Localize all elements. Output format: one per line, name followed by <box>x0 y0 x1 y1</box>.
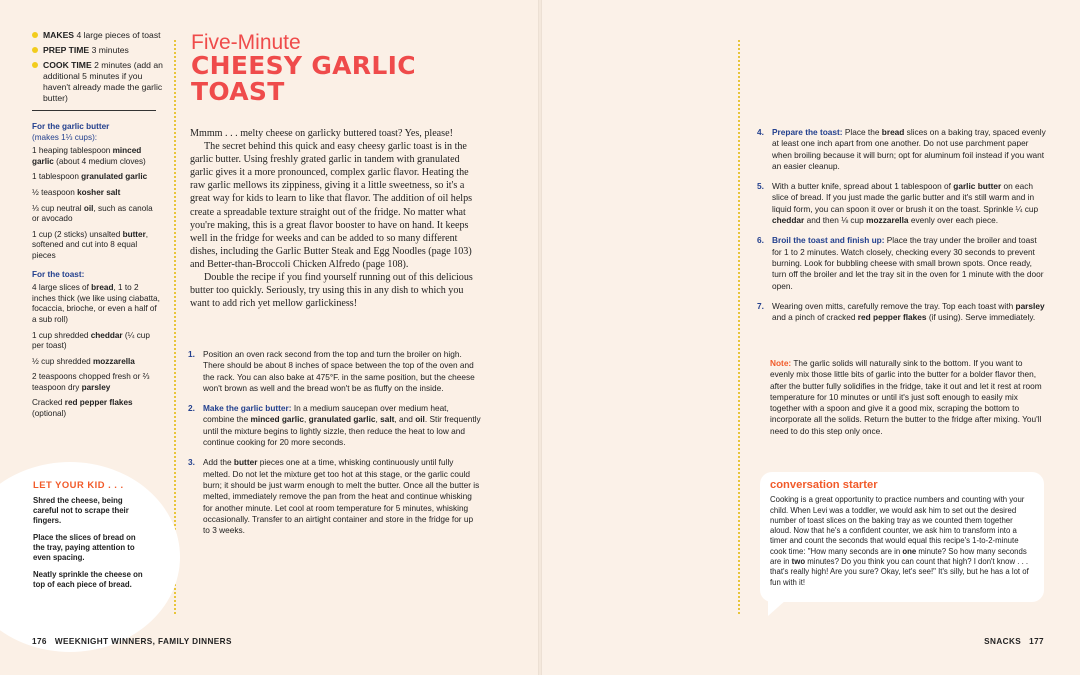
recipe-title-line1: Five-Minute <box>191 31 301 54</box>
book-gutter <box>538 0 542 675</box>
ingredient-text: , softened and cut into 8 equal pieces <box>32 229 149 260</box>
note <box>770 358 1046 437</box>
kid-task: Neatly sprinkle the cheese on top of each piece of bread. <box>33 570 143 589</box>
convo-segment: minute? So how many seconds are in <box>770 546 1027 567</box>
ingredient-text: 4 large slices of <box>32 283 92 293</box>
footer-right <box>984 637 1044 646</box>
step-segment: Position an oven rack second from the top and turn the broiler on high. There should be about 8 inches of space between the top of the oven and the rack. You can also bake at 475°F. in the same position, but the cheese won't brown as well and the bread won't be as fluffy on the inside. <box>203 349 475 393</box>
step-segment: , and <box>394 414 416 425</box>
ingredient-item <box>32 398 160 419</box>
ingredient-text: ⅓ cup neutral <box>32 203 84 213</box>
step-ingredient: bread <box>881 127 905 137</box>
bullet-dot-icon <box>32 47 38 53</box>
step-segment: . Stir frequently until the mixture begins to lightly sizzle, then reduce the heat to low and continue cooking for 20 more seconds. <box>203 414 481 448</box>
step-segment: slices on a baking tray, spaced evenly at least one inch apart from one another. Do not use parchment paper when broiling because it will burn; opt for aluminum foil instead if you want an easier cleanup. <box>772 127 1046 171</box>
ingredient-text: Cracked <box>32 398 65 408</box>
ingredient-item <box>32 146 160 167</box>
convo-segment: minutes? Do you think you can count that high? I don't know . . . that's really high! Are you sure? Okay, let's see!" It's silly, but he has a lot of fun with it! <box>770 557 1029 587</box>
let-your-kid-box <box>33 480 145 597</box>
step-lead: Broil the toast and finish up: <box>772 235 885 246</box>
meta-value: 4 large pieces of toast <box>76 30 161 40</box>
ingredient-item <box>32 188 160 199</box>
ingredient-text: , such as canola or avocado <box>32 203 153 224</box>
step-ingredient: oil <box>415 414 425 425</box>
step-ingredient: mozzarella <box>866 215 909 226</box>
ingredient-name: red pepper flakes <box>64 398 133 408</box>
note-label: Note: <box>770 358 792 368</box>
kid-task-list <box>33 496 145 590</box>
step-segment: and a pinch of cracked <box>772 312 858 323</box>
ingredient-text: ½ teaspoon <box>32 187 78 197</box>
recipe-title-line2: CHEESY GARLIC TOAST <box>191 51 416 106</box>
step-ingredient: parsley <box>1015 300 1045 311</box>
method-step <box>757 235 1047 291</box>
ingredient-text: 1 cup shredded <box>32 330 91 340</box>
step-text <box>203 403 482 448</box>
method-step <box>188 403 482 448</box>
step-segment: evenly over each piece. <box>908 215 999 226</box>
section-name-left: WEEKNIGHT WINNERS, FAMILY DINNERS <box>54 637 232 646</box>
ingredient-name: butter <box>122 229 146 239</box>
page-number-right: 177 <box>1029 637 1044 646</box>
ingredient-item <box>32 204 160 225</box>
butter-heading: For the garlic butter <box>32 122 110 131</box>
note-text: The garlic solids will naturally sink to the bottom. If you want to evenly mix those little bits of garlic into the butter for a bolder flavor then, after the butter fully solidifies in the fridge, take it out and let it rest at room temperature for 10 minutes or until it's just soft enough to easily mix together with a spoon and give it a good mix, scraping the bottom to incorporate all the solids. Return the butter to the fridge after mixing. You'll need to do this step only once. <box>770 358 1042 436</box>
ingredient-item <box>32 230 160 262</box>
ingredient-text: (¼ cup per toast) <box>32 330 150 351</box>
step-segment: on each slice of bread. If you just made the garlic butter and it's still warm and in liquid form, you can spoon it over or brush it on the toast. Sprinkle ¼ cup <box>772 181 1039 214</box>
bullet-dot-icon <box>32 32 38 38</box>
method-step <box>757 127 1047 172</box>
step-ingredient: red pepper flakes <box>857 312 927 323</box>
step-number: 2. <box>188 403 195 414</box>
kid-title: LET YOUR KID . . . <box>33 479 124 490</box>
ingredient-name: oil <box>83 203 94 213</box>
meta-row <box>32 45 167 56</box>
conversation-starter-box <box>760 472 1044 602</box>
step-ingredient: cheddar <box>772 215 805 226</box>
steps-left <box>188 349 482 545</box>
page-number-left: 176 <box>32 637 47 646</box>
step-ingredient: minced garlic <box>250 414 305 425</box>
method-step <box>757 181 1047 226</box>
step-text <box>772 181 1047 226</box>
meta-label: PREP TIME <box>43 45 90 55</box>
convo-emphasis: two <box>791 557 806 567</box>
step-number: 1. <box>188 349 195 359</box>
ingredient-text: (optional) <box>32 409 67 419</box>
step-number: 7. <box>757 300 764 311</box>
convo-segment: Cooking is a great opportunity to practice numbers and counting with your child. When Levi was a toddler, we would ask him to set out the desired number of toast slices on the baking tray as we counted them together aloud. Now that he's a confident counter, we ask him to transform into a timer and count the seconds that would equal this recipe's 1-to-2-minute cook time: "How many seconds are in <box>770 495 1025 556</box>
ingredients <box>32 122 160 425</box>
step-number: 4. <box>757 127 764 137</box>
steps-right <box>757 127 1047 332</box>
ingredient-item <box>32 172 160 183</box>
toast-heading: For the toast: <box>32 269 85 279</box>
step-segment: (if using). Serve immediately. <box>926 312 1036 323</box>
step-text <box>772 301 1047 324</box>
butter-ingredient-list <box>32 146 160 261</box>
ingredient-name: parsley <box>81 382 111 392</box>
ingredient-item <box>32 331 160 352</box>
method-step <box>188 349 482 394</box>
ingredient-text: 1 cup (2 sticks) unsalted <box>32 229 123 239</box>
intro-paragraph: Double the recipe if you find yourself running out of this delicious butter too quickly. Seriously, try using this in any dish to which you want to add rich yet mellow garlickiness! <box>190 272 473 310</box>
meta-value: 2 minutes (add an additional 5 minutes if you haven't already made the garlic butter) <box>43 60 163 103</box>
ingredient-item <box>32 357 160 368</box>
step-segment: Place the tray under the broiler and toast for 1 to 2 minutes. Watch closely, checking every 30 seconds to prevent burning. Look for bubbling cheese with small brown spots. Once ready, turn off the broiler and let the tray sit in the oven for 1 minute with the door open. <box>772 235 1044 291</box>
kid-task: Place the slices of bread on the tray, paying attention to even spacing. <box>33 533 136 562</box>
kid-task: Shred the cheese, being careful not to scrape their fingers. <box>33 496 129 525</box>
step-text <box>772 235 1047 291</box>
intro-paragraph: The secret behind this quick and easy cheesy garlic toast is in the garlic butter. Using freshly grated garlic in tandem with granulated garlic gives it a more pronounced, complex garlic flavor. Heating the raw garlic mellows its zippiness, giving it a little sweetness, so it's a great way for kids to learn to like that flavor. The addition of oil helps create a spreadable texture straight out of the fridge. No matter what you're making, this is a great flavor booster to have on hand. It keeps well in the fridge for weeks and can be added to so many different dishes, including the Garlic Butter Steak and Egg Noodles (page 103) and Better-than-Broccoli Chicken Alfredo (page 108). <box>190 141 473 270</box>
meta-label: COOK TIME <box>43 60 92 70</box>
step-lead: Make the garlic butter: <box>203 403 292 414</box>
section-name-right: SNACKS <box>984 637 1022 646</box>
ingredient-name: bread <box>91 283 114 293</box>
meta-row <box>32 60 167 104</box>
step-segment: pieces one at a time, whisking continuously until fully melted. Do not let the mixture get too hot at this stage, or the garlic could burn; it should be just warm enough to melt the butter. Once all the butter is melted, immediately remove the pan from the heat and continue whisking for another minute. Let cool at room temperature for 5 minutes, whisking occasionally. Transfer to an airtight container and store in the fridge for up to 3 weeks. <box>203 457 480 536</box>
meta-rule <box>32 110 156 111</box>
ingredient-name: kosher salt <box>77 187 121 197</box>
step-text <box>203 457 482 536</box>
ingredient-text: 1 heaping tablespoon <box>32 146 113 156</box>
intro-paragraph: Mmmm . . . melty cheese on garlicky buttered toast? Yes, please! <box>190 128 453 139</box>
step-segment: Wearing oven mitts, carefully remove the tray. Top each toast with <box>772 300 1016 311</box>
step-segment: and then ⅛ cup <box>804 215 867 226</box>
ingredient-text: (about 4 medium cloves) <box>53 156 146 166</box>
ingredient-item <box>32 372 160 393</box>
step-ingredient: butter <box>233 457 258 468</box>
step-lead: Prepare the toast: <box>772 127 843 137</box>
butter-subheading: (makes 1⅓ cups): <box>32 132 98 142</box>
step-ingredient: salt <box>380 414 395 425</box>
toast-ingredient-list <box>32 283 160 420</box>
ingredient-text: ½ cup shredded <box>32 356 93 366</box>
dotted-divider-right <box>738 40 740 614</box>
bullet-dot-icon <box>32 62 38 68</box>
step-segment: Place the <box>842 127 882 137</box>
step-segment: With a butter knife, spread about 1 tablespoon of <box>772 181 954 192</box>
meta-value: 3 minutes <box>91 45 129 55</box>
step-ingredient: granulated garlic <box>308 414 376 425</box>
ingredient-text: , 1 to 2 inches thick (we like using ciabatta, focaccia, brioche, or even a half of a sub roll) <box>32 283 160 324</box>
ingredient-name: minced garlic <box>32 146 142 166</box>
method-step <box>188 457 482 536</box>
step-ingredient: garlic butter <box>953 181 1002 192</box>
speech-bubble-tail <box>768 600 786 616</box>
conversation-title: conversation starter <box>770 479 878 491</box>
ingredient-name: mozzarella <box>93 356 135 366</box>
step-segment: , <box>304 414 309 425</box>
intro-text <box>190 127 482 310</box>
convo-emphasis: one <box>902 546 917 556</box>
step-number: 6. <box>757 235 764 246</box>
recipe-meta <box>32 30 167 108</box>
ingredient-item <box>32 283 160 325</box>
footer-left <box>32 637 232 646</box>
meta-row <box>32 30 167 41</box>
step-number: 5. <box>757 181 764 192</box>
method-step <box>757 301 1047 324</box>
ingredient-text: 2 teaspoons chopped fresh or ⅔ teaspoon dry <box>32 372 150 392</box>
step-text <box>203 349 482 394</box>
step-segment: In a medium saucepan over medium heat, combine the <box>203 403 449 425</box>
conversation-body <box>770 495 1034 588</box>
step-segment: Add the <box>203 457 234 468</box>
ingredient-name: granulated garlic <box>81 172 148 182</box>
ingredient-text: 1 tablespoon <box>32 172 82 182</box>
step-number: 3. <box>188 457 195 468</box>
step-segment: , <box>375 414 381 425</box>
ingredient-name: cheddar <box>90 330 123 340</box>
step-text <box>772 127 1047 172</box>
meta-label: MAKES <box>43 30 75 40</box>
